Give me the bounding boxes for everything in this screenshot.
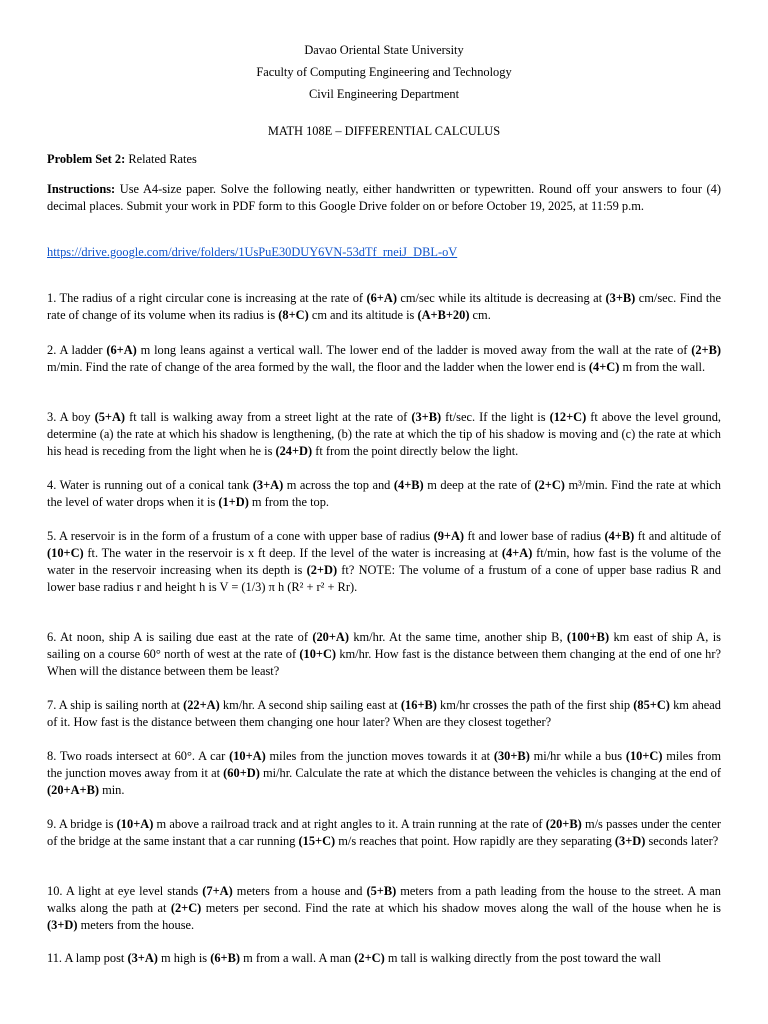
variable-expression: (6+B) xyxy=(210,951,241,965)
problem-item: 2. A ladder (6+A) m long leans against a vertical wall. The lower end of the ladder is moved away from the wall at the rate of (2+B) m/min. Find the rate of change of the area formed by the wall, the floor and the ladder when the lower end is (4+C) m from the wall. xyxy=(47,343,722,374)
document-header xyxy=(0,42,768,108)
variable-expression: (3+D) xyxy=(614,834,646,848)
problem-item: 6. At noon, ship A is sailing due east at the rate of (20+A) km/hr. At the same time, another ship B, (100+B) km east of ship A, is sailing on a course 60° north of west at the rate of (10+C) km/hr. How fast is the distance between them changing at the end of one hr? When will the distance between them be least? xyxy=(47,630,721,678)
variable-expression: (30+B) xyxy=(493,749,530,763)
variable-expression: (10+A) xyxy=(116,817,154,831)
instructions-label: Instructions: xyxy=(47,182,116,196)
variable-expression: (24+D) xyxy=(275,444,313,458)
variable-expression: (5+A) xyxy=(94,410,126,424)
variable-expression: (6+A) xyxy=(106,343,137,357)
drive-link[interactable]: https://drive.google.com/drive/folders/1UsPuE30DUY6VN-53dTf_rneiJ_DBL-oV xyxy=(47,245,458,259)
variable-expression: (3+D) xyxy=(47,918,78,932)
variable-expression: (4+A) xyxy=(501,546,533,560)
variable-expression: (20+A+B) xyxy=(47,783,99,797)
variable-expression: (10+C) xyxy=(299,647,337,661)
variable-expression: (60+D) xyxy=(223,766,260,780)
variable-expression: (A+B+20) xyxy=(417,308,470,322)
variable-expression: (1+D) xyxy=(218,495,249,509)
problem-item: 3. A boy (5+A) ft tall is walking away from a street light at the rate of (3+B) ft/sec. If the light is (12+C) ft above the level ground, determine (a) the rate at which his shadow is lengthening, (b) the rate at which the tip of his shadow is moving and (c) the rate at which his head is receding from the light when he is (24+D) ft from the point directly below the light. xyxy=(47,410,721,458)
problem-item: 8. Two roads intersect at 60°. A car (10+A) miles from the junction moves towards it at (30+B) mi/hr while a bus (10+C) miles from the junction moves away from it at (60+D) mi/hr. Calculate the rate at which the distance between the vehicles is changing at the end of (20+A+B) min. xyxy=(47,749,721,797)
problem-item: 7. A ship is sailing north at (22+A) km/hr. A second ship sailing east at (16+B) km/hr crosses the path of the first ship (85+C) km ahead of it. How fast is the distance between them changing one hour later? When are they closest together? xyxy=(47,698,721,729)
variable-expression: (2+C) xyxy=(170,901,202,915)
variable-expression: (3+B) xyxy=(411,410,442,424)
problem-item: 1. The radius of a right circular cone is increasing at the rate of (6+A) cm/sec while its altitude is decreasing at (3+B) cm/sec. Find the rate of change of its volume when its radius is (8+C) cm and its altitude is (A+B+20) cm. xyxy=(47,291,722,322)
variable-expression: (4+B) xyxy=(393,478,424,492)
variable-expression: (5+B) xyxy=(366,884,397,898)
instructions-text: Use A4-size paper. Solve the following neatly, either handwritten or typewritten. Round off your answers to four (4) decimal places. Submit your work in PDF form to this Google Drive folder on or before October 19, 2025, at 11:59 p.m. xyxy=(47,182,721,213)
variable-expression: (9+A) xyxy=(433,529,465,543)
variable-expression: (10+A) xyxy=(229,749,266,763)
variable-expression: (2+C) xyxy=(354,951,385,965)
variable-expression: (3+B) xyxy=(605,291,636,305)
problem-item: 9. A bridge is (10+A) m above a railroad track and at right angles to it. A train running at the rate of (20+B) m/s passes under the center of the bridge at the same instant that a car running (15+C) m/s reaches that point. How rapidly are they separating (3+D) seconds later? xyxy=(47,817,721,848)
variable-expression: (6+A) xyxy=(366,291,397,305)
problem-set-title: Related Rates xyxy=(128,152,197,166)
variable-expression: (20+A) xyxy=(312,630,349,644)
variable-expression: (10+C) xyxy=(47,546,84,560)
variable-expression: (15+C) xyxy=(298,834,336,848)
problem-item: 4. Water is running out of a conical tank (3+A) m across the top and (4+B) m deep at the rate of (2+C) m³/min. Find the rate at which the level of water drops when it is (1+D) m from the top. xyxy=(47,478,721,509)
university-name: Davao Oriental State University xyxy=(304,43,464,57)
variable-expression: (3+A) xyxy=(127,951,158,965)
variable-expression: (4+B) xyxy=(604,529,635,543)
variable-expression: (16+B) xyxy=(400,698,437,712)
variable-expression: (20+B) xyxy=(545,817,582,831)
variable-expression: (100+B) xyxy=(566,630,610,644)
course-title: MATH 108E – DIFFERENTIAL CALCULUS xyxy=(267,124,501,138)
department-name: Civil Engineering Department xyxy=(308,87,460,101)
variable-expression: (3+A) xyxy=(252,478,284,492)
variable-expression: (2+B) xyxy=(691,343,722,357)
variable-expression: (12+C) xyxy=(549,410,587,424)
instructions xyxy=(47,181,721,215)
problem-item: 10. A light at eye level stands (7+A) meters from a house and (5+B) meters from a path leading from the house to the street. A man walks along the path at (2+C) meters per second. Find the rate at which his shadow moves along the wall of the house when he is (3+D) meters from the house. xyxy=(47,884,721,932)
problem-item: 5. A reservoir is in the form of a frustum of a cone with upper base of radius (9+A) ft and lower base of radius (4+B) ft and altitude of (10+C) ft. The water in the reservoir is x ft deep. If the level of the water is increasing at (4+A) ft/min, how fast is the volume of the water in the reservoir increasing when its depth is (2+D) ft? NOTE: The volume of a frustum of a cone of upper base radius R and lower base radius r and height h is V = (1/3) π h (R² + r² + Rr). xyxy=(47,529,721,594)
problem-set-heading xyxy=(47,151,721,168)
variable-expression: (85+C) xyxy=(633,698,670,712)
variable-expression: (2+C) xyxy=(534,478,565,492)
variable-expression: (7+A) xyxy=(202,884,233,898)
variable-expression: (2+D) xyxy=(306,563,338,577)
variable-expression: (4+C) xyxy=(588,360,620,374)
problem-set-label: Problem Set 2: xyxy=(47,152,126,166)
variable-expression: (22+A) xyxy=(183,698,220,712)
variable-expression: (8+C) xyxy=(278,308,309,322)
problem-item: 11. A lamp post (3+A) m high is (6+B) m from a wall. A man (2+C) m tall is walking directly from the post toward the wall xyxy=(47,951,662,965)
variable-expression: (10+C) xyxy=(625,749,663,763)
faculty-name: Faculty of Computing Engineering and Technology xyxy=(256,65,512,79)
